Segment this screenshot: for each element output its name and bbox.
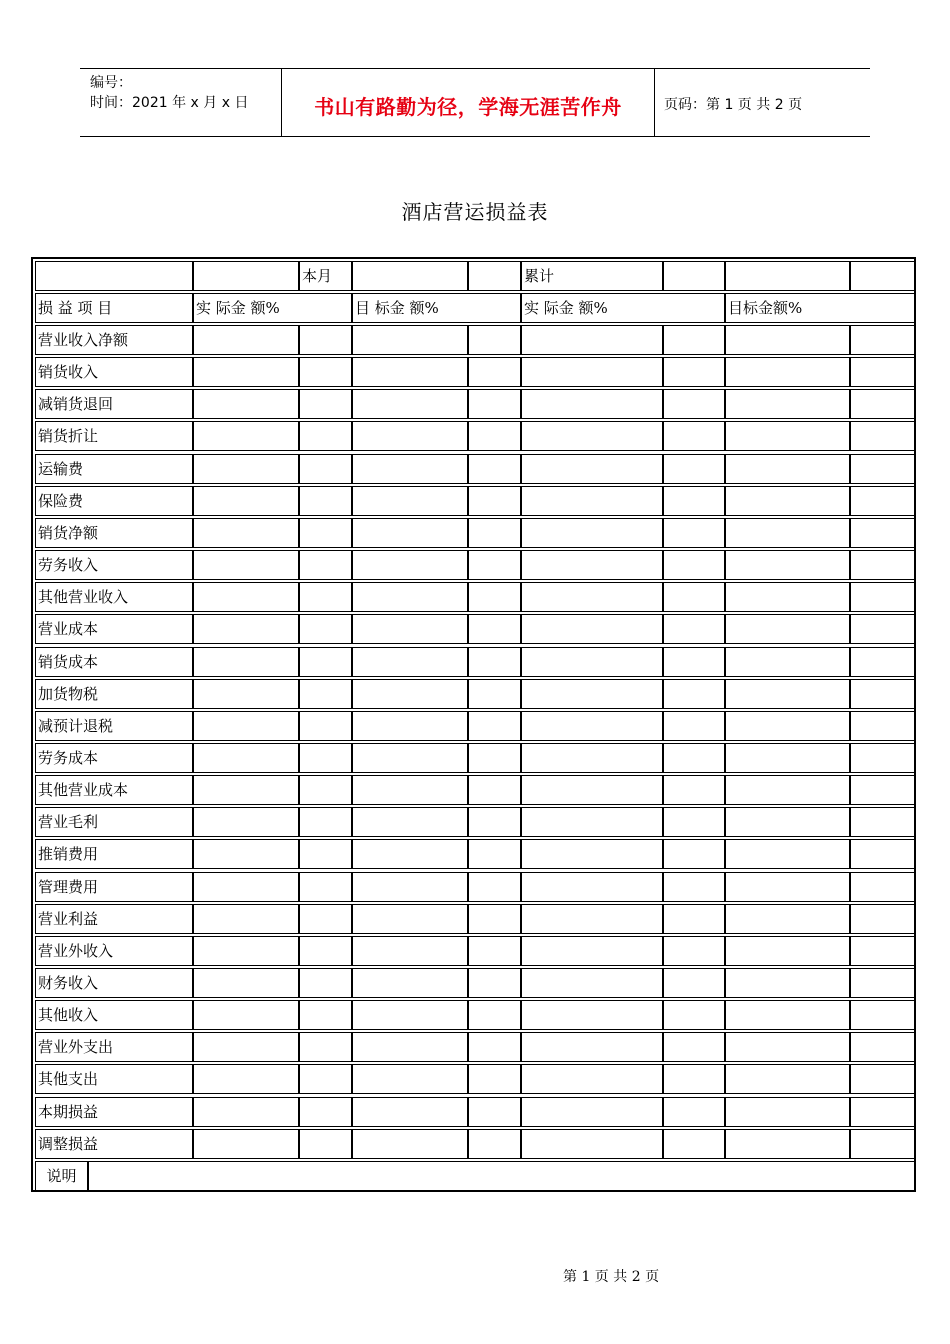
table-cell[interactable] xyxy=(193,518,299,548)
table-cell[interactable] xyxy=(725,1097,850,1127)
row-item-label: 财务收入 xyxy=(35,968,193,998)
table-cell[interactable] xyxy=(725,325,850,355)
table-cell[interactable] xyxy=(299,904,352,934)
document-time-label: 时间：2021 年 x 月 x 日 xyxy=(90,95,249,111)
table-cell[interactable] xyxy=(521,743,663,773)
row-item-label: 调整损益 xyxy=(35,1129,193,1159)
table-cell[interactable] xyxy=(352,357,468,387)
row-item-label: 营业外支出 xyxy=(35,1032,193,1062)
table-cell[interactable] xyxy=(850,904,916,934)
table-cell[interactable] xyxy=(352,486,468,516)
table-cell[interactable] xyxy=(352,454,468,484)
table-cell xyxy=(663,261,725,291)
table-cell xyxy=(352,261,468,291)
table-cell[interactable] xyxy=(352,1129,468,1159)
table-cell[interactable] xyxy=(850,839,916,869)
table-cell[interactable] xyxy=(725,647,850,677)
table-cell[interactable] xyxy=(521,454,663,484)
table-cell[interactable] xyxy=(193,389,299,419)
table-cell[interactable] xyxy=(850,743,916,773)
table-cell[interactable] xyxy=(725,679,850,709)
header-meta xyxy=(90,73,280,113)
table-cell[interactable] xyxy=(521,711,663,741)
table-cell[interactable] xyxy=(521,550,663,580)
table-cell[interactable] xyxy=(352,550,468,580)
table-cell[interactable] xyxy=(521,647,663,677)
table-cell[interactable] xyxy=(521,389,663,419)
table-cell[interactable] xyxy=(850,582,916,612)
table-cell[interactable] xyxy=(850,647,916,677)
row-item-label: 销货收入 xyxy=(35,357,193,387)
table-cell[interactable] xyxy=(299,421,352,451)
table-cell[interactable] xyxy=(468,582,521,612)
table-cell[interactable] xyxy=(663,1129,725,1159)
table-cell[interactable] xyxy=(850,614,916,644)
table-cell[interactable] xyxy=(352,872,468,902)
table-cell[interactable] xyxy=(725,550,850,580)
table-cell[interactable] xyxy=(299,389,352,419)
table-cell[interactable] xyxy=(193,904,299,934)
table-cell[interactable] xyxy=(521,1097,663,1127)
table-cell[interactable] xyxy=(663,582,725,612)
table-cell[interactable] xyxy=(468,647,521,677)
header-page-number: 页码：第 1 页 共 2 页 xyxy=(664,97,803,113)
table-cell[interactable] xyxy=(352,647,468,677)
table-cell[interactable] xyxy=(725,743,850,773)
row-item-label: 销货成本 xyxy=(35,647,193,677)
table-cell[interactable] xyxy=(299,357,352,387)
table-cell[interactable] xyxy=(725,1064,850,1094)
table-cell[interactable] xyxy=(352,743,468,773)
table-cell[interactable] xyxy=(299,775,352,805)
table-cell[interactable] xyxy=(521,1032,663,1062)
table-cell[interactable] xyxy=(850,872,916,902)
table-cell[interactable] xyxy=(193,647,299,677)
table-cell[interactable] xyxy=(193,807,299,837)
table-cell[interactable] xyxy=(468,1000,521,1030)
table-cell[interactable] xyxy=(352,775,468,805)
header-divider xyxy=(654,69,655,136)
row-item-label: 其他营业收入 xyxy=(35,582,193,612)
table-cell[interactable] xyxy=(850,968,916,998)
table-cell[interactable] xyxy=(468,711,521,741)
row-item-label: 营业成本 xyxy=(35,614,193,644)
table-cell[interactable] xyxy=(725,711,850,741)
table-cell[interactable] xyxy=(850,421,916,451)
table-cell[interactable] xyxy=(299,325,352,355)
table-cell[interactable] xyxy=(850,936,916,966)
table-cell[interactable] xyxy=(725,518,850,548)
table-cell[interactable] xyxy=(663,1032,725,1062)
table-cell[interactable] xyxy=(299,1097,352,1127)
table-cell[interactable] xyxy=(468,839,521,869)
table-cell[interactable] xyxy=(521,936,663,966)
table-cell[interactable] xyxy=(850,1064,916,1094)
table-cell xyxy=(468,261,521,291)
table-cell[interactable] xyxy=(521,614,663,644)
table-cell[interactable] xyxy=(352,325,468,355)
table-cell[interactable] xyxy=(663,904,725,934)
document-number-label: 编号： xyxy=(90,75,132,91)
table-cell[interactable] xyxy=(725,486,850,516)
column-header-actual-month: 实 际金 额% xyxy=(193,293,352,323)
notes-field[interactable] xyxy=(88,1161,916,1191)
table-cell[interactable] xyxy=(299,550,352,580)
table-cell[interactable] xyxy=(850,679,916,709)
row-item-label: 减销货退回 xyxy=(35,389,193,419)
table-cell[interactable] xyxy=(521,486,663,516)
row-item-label: 减预计退税 xyxy=(35,711,193,741)
table-cell xyxy=(850,261,916,291)
table-cell[interactable] xyxy=(850,357,916,387)
table-cell[interactable] xyxy=(352,807,468,837)
table-cell[interactable] xyxy=(468,968,521,998)
table-cell[interactable] xyxy=(193,1064,299,1094)
table-cell xyxy=(193,261,299,291)
row-item-label: 本期损益 xyxy=(35,1097,193,1127)
row-item-label: 劳务成本 xyxy=(35,743,193,773)
row-item-label: 其他支出 xyxy=(35,1064,193,1094)
row-item-label: 销货折让 xyxy=(35,421,193,451)
table-cell[interactable] xyxy=(468,807,521,837)
table-cell[interactable] xyxy=(663,711,725,741)
table-cell[interactable] xyxy=(850,486,916,516)
table-cell[interactable] xyxy=(521,1000,663,1030)
table-cell[interactable] xyxy=(299,582,352,612)
table-cell[interactable] xyxy=(850,325,916,355)
table-cell[interactable] xyxy=(663,454,725,484)
row-item-label: 营业外收入 xyxy=(35,936,193,966)
table-cell[interactable] xyxy=(663,550,725,580)
table-cell[interactable] xyxy=(468,1097,521,1127)
table-cell[interactable] xyxy=(299,1129,352,1159)
table-cell[interactable] xyxy=(663,1000,725,1030)
table-cell[interactable] xyxy=(193,775,299,805)
document-header xyxy=(80,68,870,137)
row-item-label: 管理费用 xyxy=(35,872,193,902)
table-cell[interactable] xyxy=(663,936,725,966)
table-cell[interactable] xyxy=(663,679,725,709)
header-motto: 书山有路勤为径，学海无涯苦作舟 xyxy=(314,95,622,119)
table-cell[interactable] xyxy=(299,647,352,677)
table-cell[interactable] xyxy=(468,872,521,902)
table-cell[interactable] xyxy=(352,421,468,451)
table-cell[interactable] xyxy=(850,389,916,419)
table-cell[interactable] xyxy=(663,1097,725,1127)
table-cell[interactable] xyxy=(299,614,352,644)
table-cell[interactable] xyxy=(352,1064,468,1094)
table-cell xyxy=(725,261,850,291)
table-cell[interactable] xyxy=(299,968,352,998)
table-cell[interactable] xyxy=(850,775,916,805)
table-cell[interactable] xyxy=(352,679,468,709)
table-cell[interactable] xyxy=(299,872,352,902)
table-cell[interactable] xyxy=(352,904,468,934)
table-cell[interactable] xyxy=(193,1032,299,1062)
table-cell[interactable] xyxy=(663,421,725,451)
table-cell[interactable] xyxy=(193,550,299,580)
table-cell[interactable] xyxy=(521,679,663,709)
table-cell[interactable] xyxy=(193,486,299,516)
page-footer: 第 1 页 共 2 页 xyxy=(563,1269,660,1285)
table-cell[interactable] xyxy=(468,936,521,966)
table-cell[interactable] xyxy=(850,518,916,548)
table-cell[interactable] xyxy=(299,679,352,709)
table-cell[interactable] xyxy=(663,839,725,869)
table-cell[interactable] xyxy=(521,807,663,837)
table-cell[interactable] xyxy=(521,357,663,387)
table-cell[interactable] xyxy=(352,582,468,612)
notes-label: 说明 xyxy=(35,1161,88,1191)
table-cell[interactable] xyxy=(663,1064,725,1094)
table-cell[interactable] xyxy=(299,486,352,516)
table-cell[interactable] xyxy=(352,839,468,869)
table-cell[interactable] xyxy=(193,711,299,741)
row-item-label: 保险费 xyxy=(35,486,193,516)
table-cell[interactable] xyxy=(468,325,521,355)
table-cell[interactable] xyxy=(468,550,521,580)
table-cell[interactable] xyxy=(193,1000,299,1030)
table-cell[interactable] xyxy=(193,1097,299,1127)
column-header-target-cumulative: 目标金额% xyxy=(725,293,916,323)
table-cell[interactable] xyxy=(468,743,521,773)
table-cell[interactable] xyxy=(468,389,521,419)
table-cell[interactable] xyxy=(352,1097,468,1127)
table-cell[interactable] xyxy=(299,807,352,837)
table-cell[interactable] xyxy=(663,775,725,805)
table-cell[interactable] xyxy=(850,711,916,741)
table-cell[interactable] xyxy=(193,743,299,773)
table-cell xyxy=(35,261,193,291)
table-cell[interactable] xyxy=(725,1032,850,1062)
row-item-label: 推销费用 xyxy=(35,839,193,869)
table-cell[interactable] xyxy=(725,357,850,387)
table-cell[interactable] xyxy=(521,325,663,355)
table-cell[interactable] xyxy=(299,518,352,548)
table-cell[interactable] xyxy=(193,357,299,387)
table-cell[interactable] xyxy=(193,1129,299,1159)
table-cell[interactable] xyxy=(193,454,299,484)
table-cell[interactable] xyxy=(850,550,916,580)
table-cell[interactable] xyxy=(663,872,725,902)
table-cell[interactable] xyxy=(725,968,850,998)
table-cell[interactable] xyxy=(663,968,725,998)
table-cell[interactable] xyxy=(193,614,299,644)
table-cell[interactable] xyxy=(468,775,521,805)
table-cell[interactable] xyxy=(663,389,725,419)
table-cell[interactable] xyxy=(521,1129,663,1159)
table-cell[interactable] xyxy=(193,839,299,869)
table-cell[interactable] xyxy=(468,1129,521,1159)
column-header-item: 损 益 项 目 xyxy=(35,293,193,323)
table-cell[interactable] xyxy=(725,775,850,805)
table-cell[interactable] xyxy=(352,1032,468,1062)
period-label-current-month: 本月 xyxy=(299,261,352,291)
table-cell[interactable] xyxy=(725,807,850,837)
row-item-label: 劳务收入 xyxy=(35,550,193,580)
table-cell[interactable] xyxy=(352,1000,468,1030)
table-cell[interactable] xyxy=(850,1000,916,1030)
table-cell[interactable] xyxy=(299,936,352,966)
page-title: 酒店营运损益表 xyxy=(401,200,549,224)
table-cell[interactable] xyxy=(352,968,468,998)
table-cell[interactable] xyxy=(352,518,468,548)
row-item-label: 运输费 xyxy=(35,454,193,484)
table-cell[interactable] xyxy=(193,582,299,612)
row-item-label: 营业收入净额 xyxy=(35,325,193,355)
table-cell[interactable] xyxy=(725,389,850,419)
table-cell[interactable] xyxy=(193,421,299,451)
table-cell[interactable] xyxy=(299,743,352,773)
table-cell[interactable] xyxy=(663,807,725,837)
period-label-cumulative: 累计 xyxy=(521,261,663,291)
table-cell[interactable] xyxy=(521,872,663,902)
table-cell[interactable] xyxy=(521,1064,663,1094)
table-cell[interactable] xyxy=(725,582,850,612)
table-cell[interactable] xyxy=(521,518,663,548)
table-cell[interactable] xyxy=(521,775,663,805)
table-cell[interactable] xyxy=(352,936,468,966)
table-cell[interactable] xyxy=(468,614,521,644)
table-cell[interactable] xyxy=(468,518,521,548)
table-cell[interactable] xyxy=(725,1000,850,1030)
row-item-label: 加货物税 xyxy=(35,679,193,709)
table-cell[interactable] xyxy=(468,1064,521,1094)
table-cell[interactable] xyxy=(725,904,850,934)
table-cell[interactable] xyxy=(521,904,663,934)
table-cell[interactable] xyxy=(193,679,299,709)
table-cell[interactable] xyxy=(352,711,468,741)
table-cell[interactable] xyxy=(299,839,352,869)
table-cell[interactable] xyxy=(850,807,916,837)
table-cell[interactable] xyxy=(521,582,663,612)
table-cell[interactable] xyxy=(663,614,725,644)
table-cell[interactable] xyxy=(663,357,725,387)
table-cell[interactable] xyxy=(521,968,663,998)
table-cell[interactable] xyxy=(521,421,663,451)
table-cell[interactable] xyxy=(193,325,299,355)
table-cell[interactable] xyxy=(468,486,521,516)
table-cell[interactable] xyxy=(468,679,521,709)
table-cell[interactable] xyxy=(193,968,299,998)
table-cell[interactable] xyxy=(663,325,725,355)
table-cell[interactable] xyxy=(663,743,725,773)
table-cell[interactable] xyxy=(468,904,521,934)
table-cell[interactable] xyxy=(725,421,850,451)
table-cell[interactable] xyxy=(193,872,299,902)
table-cell[interactable] xyxy=(352,614,468,644)
table-cell[interactable] xyxy=(663,486,725,516)
table-cell[interactable] xyxy=(850,1097,916,1127)
table-cell[interactable] xyxy=(725,936,850,966)
table-cell[interactable] xyxy=(468,421,521,451)
table-cell[interactable] xyxy=(725,1129,850,1159)
column-header-actual-cumulative: 实 际金 额% xyxy=(521,293,725,323)
table-cell[interactable] xyxy=(468,357,521,387)
income-statement-table xyxy=(31,257,916,1192)
table-cell[interactable] xyxy=(468,1032,521,1062)
table-cell[interactable] xyxy=(299,1064,352,1094)
table-cell[interactable] xyxy=(725,839,850,869)
table-cell[interactable] xyxy=(521,839,663,869)
row-item-label: 销货净额 xyxy=(35,518,193,548)
table-cell[interactable] xyxy=(725,454,850,484)
table-cell[interactable] xyxy=(663,518,725,548)
table-cell[interactable] xyxy=(725,872,850,902)
table-cell[interactable] xyxy=(352,389,468,419)
table-cell[interactable] xyxy=(663,647,725,677)
table-cell[interactable] xyxy=(193,936,299,966)
table-cell[interactable] xyxy=(850,1129,916,1159)
table-cell[interactable] xyxy=(299,1032,352,1062)
row-item-label: 营业利益 xyxy=(35,904,193,934)
table-cell[interactable] xyxy=(725,614,850,644)
table-cell[interactable] xyxy=(299,454,352,484)
table-cell[interactable] xyxy=(850,454,916,484)
row-item-label: 其他营业成本 xyxy=(35,775,193,805)
table-cell[interactable] xyxy=(299,711,352,741)
table-cell[interactable] xyxy=(468,454,521,484)
row-item-label: 营业毛利 xyxy=(35,807,193,837)
row-item-label: 其他收入 xyxy=(35,1000,193,1030)
table-cell[interactable] xyxy=(299,1000,352,1030)
table-cell[interactable] xyxy=(850,1032,916,1062)
column-header-target-month: 目 标金 额% xyxy=(352,293,521,323)
